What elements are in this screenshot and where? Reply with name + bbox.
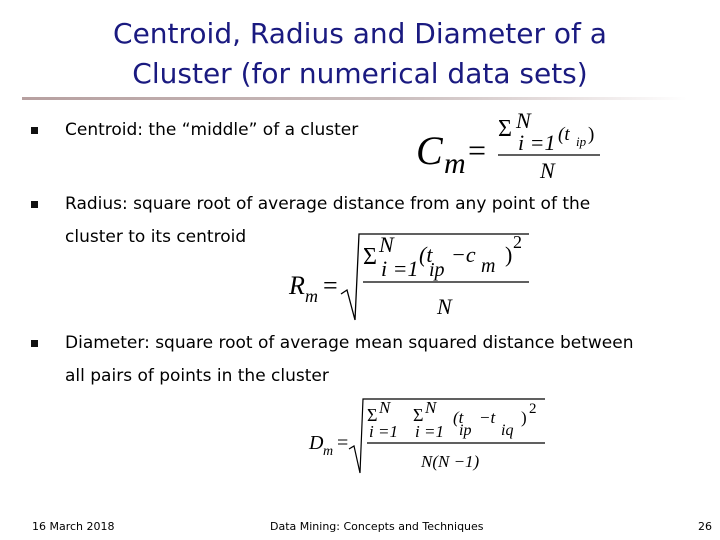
radius-power: 2 <box>513 232 522 252</box>
radius-lhs-sub: m <box>305 286 318 306</box>
centroid-lhs-sub: m <box>444 147 466 180</box>
diameter-term-sub1: ip <box>459 422 472 439</box>
bullet-radius-text: Radius: square root of average distance from any point of the <box>65 194 591 214</box>
diameter-lhs: D <box>309 432 324 454</box>
centroid-formula <box>410 106 610 186</box>
diameter-denominator: N(N −1) <box>421 452 480 471</box>
diameter-lhs-sub: m <box>323 444 334 459</box>
radius-upper: N <box>379 232 394 257</box>
radius-term-sub2: m <box>481 255 496 277</box>
diameter-term-open: (t <box>453 408 464 427</box>
diameter-lower2: i =1 <box>415 422 444 441</box>
diameter-term-close: ) <box>521 408 527 427</box>
bullet-square-icon <box>31 340 38 347</box>
footer-date: 16 March 2018 <box>32 520 115 533</box>
centroid-upper: N <box>516 108 531 133</box>
diameter-upper1: N <box>379 398 391 417</box>
bullet-square-icon <box>31 201 38 208</box>
centroid-term: (t <box>558 124 570 145</box>
centroid-lower: i =1 <box>518 130 556 155</box>
radius-term-close: ) <box>505 242 513 267</box>
diameter-equals: = <box>337 432 349 454</box>
centroid-term-sub: ip <box>576 134 587 149</box>
radius-term-open: (t <box>419 242 433 267</box>
slide-title <box>0 14 720 94</box>
diameter-term-sub2: iq <box>501 422 514 439</box>
diameter-sigma2: Σ <box>413 405 424 425</box>
bullet-diameter-continuation: all pairs of points in the cluster <box>65 366 329 386</box>
centroid-sigma: Σ <box>498 116 512 142</box>
radius-term-sub1: ip <box>429 259 445 281</box>
diameter-formula <box>305 393 555 483</box>
radius-equals: = <box>323 271 338 300</box>
slide-title-line2: Cluster (for numerical data sets) <box>132 57 588 90</box>
diameter-lower1: i =1 <box>369 422 398 441</box>
bullet-radius-continuation: cluster to its centroid <box>65 227 247 247</box>
footer-title: Data Mining: Concepts and Techniques <box>270 520 484 533</box>
radius-minus: −c <box>451 242 476 267</box>
radius-formula <box>285 228 545 328</box>
centroid-equals: = <box>468 132 487 168</box>
radius-lhs: R <box>289 271 305 300</box>
title-divider <box>22 97 687 100</box>
radius-lower: i =1 <box>381 256 419 281</box>
diameter-power: 2 <box>529 401 537 417</box>
radius-denominator: N <box>437 294 452 319</box>
diameter-minus: −t <box>479 408 496 427</box>
bullet-centroid-text: Centroid: the “middle” of a cluster <box>65 120 359 140</box>
bullet-square-icon <box>31 127 38 134</box>
centroid-lhs: C <box>416 128 443 173</box>
radius-sigma: Σ <box>363 244 377 270</box>
centroid-denominator: N <box>540 158 555 183</box>
slide-title-line1: Centroid, Radius and Diameter of a <box>113 17 607 50</box>
footer-page-number: 26 <box>698 520 712 533</box>
diameter-upper2: N <box>425 398 437 417</box>
diameter-sigma1: Σ <box>367 405 378 425</box>
bullet-diameter-text: Diameter: square root of average mean squared distance between <box>65 333 634 353</box>
centroid-term-close: ) <box>588 124 595 145</box>
